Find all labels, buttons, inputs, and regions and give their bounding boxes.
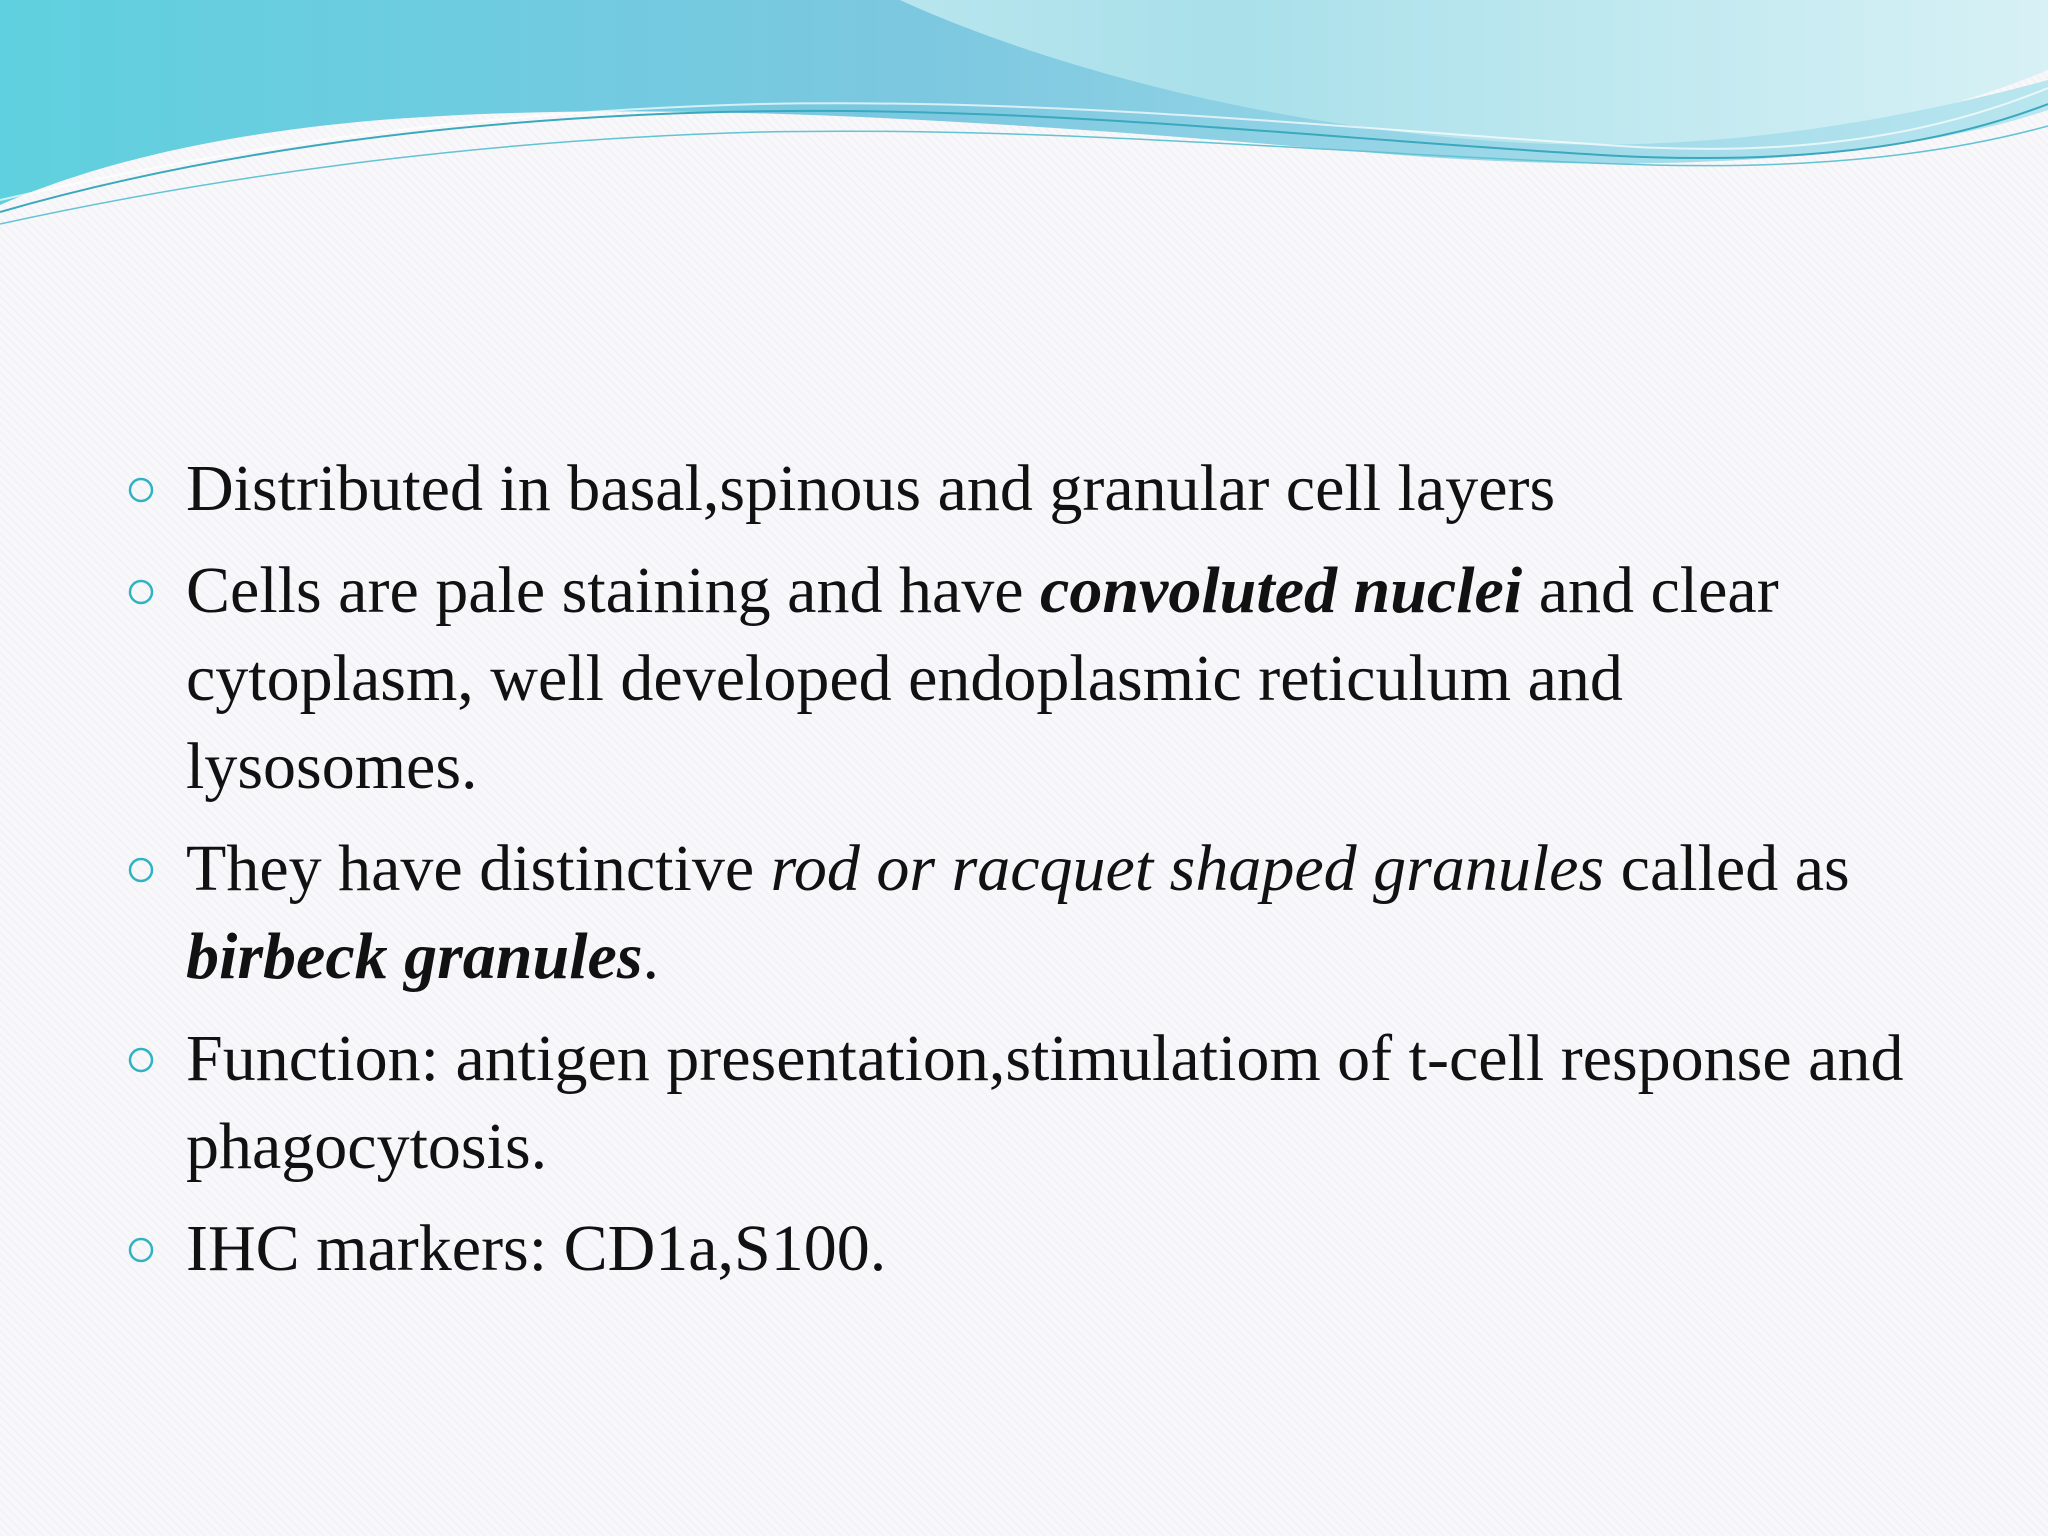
bullet-text: called as [1604,832,1850,905]
italic-term: rod or racquet shaped granules [770,832,1605,905]
emphasized-term: convoluted nuclei [1040,554,1523,627]
bullet-item-distribution [126,445,1926,533]
hollow-circle-icon [126,475,156,505]
bullet-text: Cells are pale staining and have [186,554,1041,627]
bullet-item-granules [126,825,1926,1001]
hollow-circle-icon [126,855,156,885]
bullet-item-ihc-markers [126,1205,1926,1293]
hollow-circle-icon [126,1235,156,1265]
bullet-text: and clear cytoplasm, well developed endoplasmic reticulum and lysosomes. [186,554,1779,803]
header-wave-decoration [0,0,2048,240]
emphasized-term: birbeck granules [186,920,643,993]
bullet-text: IHC markers: CD1a,S100. [186,1212,887,1285]
bullet-text: . [642,920,660,993]
bullet-text: Distributed in basal,spinous and granular cell layers [186,452,1556,525]
hollow-circle-icon [126,1045,156,1075]
bullet-item-function [126,1015,1926,1191]
hollow-circle-icon [126,577,156,607]
bullet-item-cell-morphology [126,547,1926,811]
bullet-list [126,445,1926,1307]
bullet-text: Function: antigen presentation,stimulatiom of t-cell response and phagocytosis. [186,1022,1904,1183]
bullet-text: They have distinctive [186,832,771,905]
